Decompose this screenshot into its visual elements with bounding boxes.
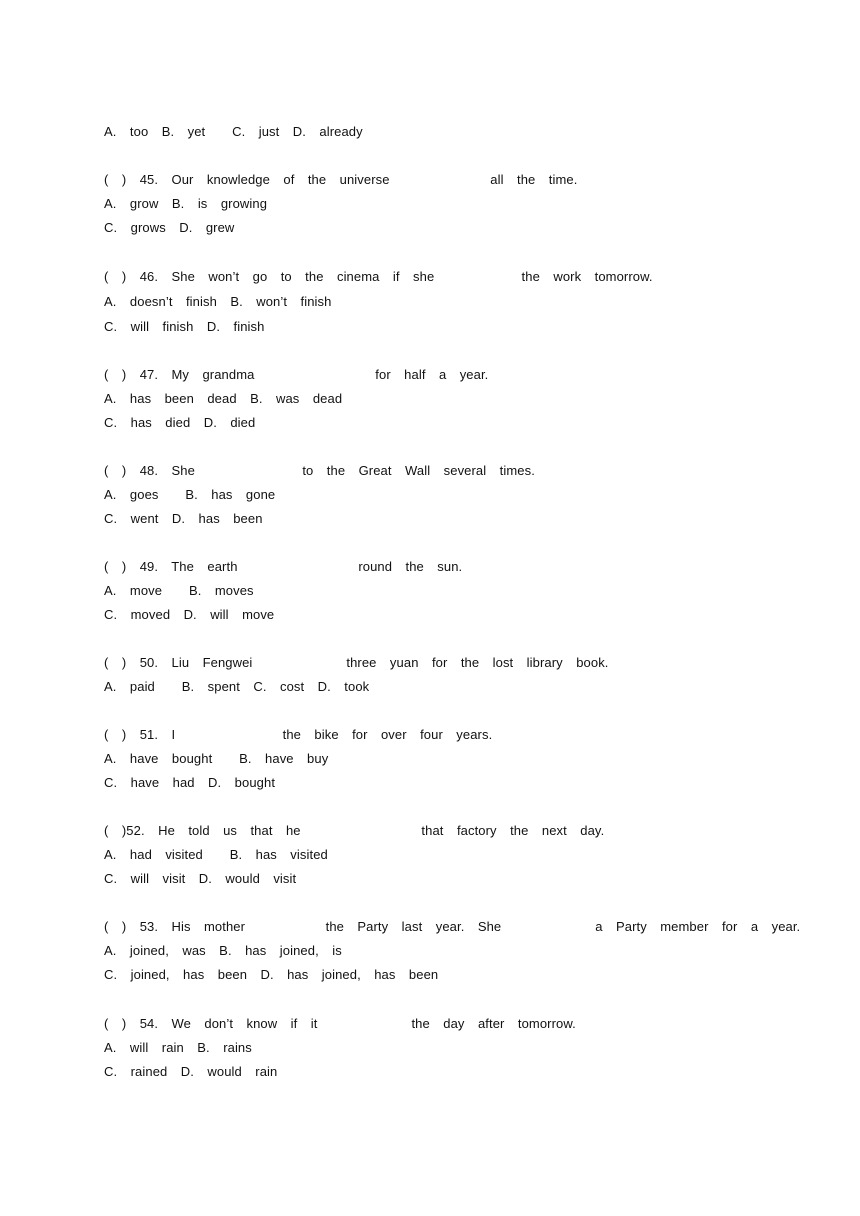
q47-options-ab: A. has been dead B. was dead [104,391,343,406]
q53-options-cd: C. joined, has been D. has joined, has been [104,967,439,982]
q48-options-cd: C. went D. has been [104,511,263,526]
q48-options-ab: A. goes B. has gone [104,487,276,502]
q49-options-cd: C. moved D. will move [104,607,275,622]
q46-options-ab: A. doesn’t finish B. won’t finish [104,294,332,309]
q52-options-ab: A. had visited B. has visited [104,847,328,862]
q45-options-cd: C. grows D. grew [104,220,235,235]
q54-stem: ( ) 54. We don’t know if it the day after tomorrow. [104,1016,576,1031]
q48-stem: ( ) 48. She to the Great Wall several times. [104,463,535,478]
q47-stem: ( ) 47. My grandma for half a year. [104,367,489,382]
q50-stem: ( ) 50. Liu Fengwei three yuan for the lost library book. [104,655,609,670]
q53-options-ab: A. joined, was B. has joined, is [104,943,342,958]
q51-options-cd: C. have had D. bought [104,775,276,790]
q54-options-cd: C. rained D. would rain [104,1064,278,1079]
q46-stem: ( ) 46. She won’t go to the cinema if she the work tomorrow. [104,269,653,284]
q51-options-ab: A. have bought B. have buy [104,751,329,766]
q52-options-cd: C. will visit D. would visit [104,871,297,886]
q52-stem: ( )52. He told us that he that factory the next day. [104,823,605,838]
q53-stem: ( ) 53. His mother the Party last year. She a Party member for a year. [104,919,801,934]
q49-stem: ( ) 49. The earth round the sun. [104,559,463,574]
q44-options: A. too B. yet C. just D. already [104,124,363,139]
q45-options-ab: A. grow B. is growing [104,196,268,211]
q46-options-cd: C. will finish D. finish [104,319,265,334]
q49-options-ab: A. move B. moves [104,583,254,598]
q51-stem: ( ) 51. I the bike for over four years. [104,727,493,742]
q47-options-cd: C. has died D. died [104,415,256,430]
q54-options-ab: A. will rain B. rains [104,1040,252,1055]
q50-options: A. paid B. spent C. cost D. took [104,679,370,694]
q45-stem: ( ) 45. Our knowledge of the universe all the time. [104,172,578,187]
